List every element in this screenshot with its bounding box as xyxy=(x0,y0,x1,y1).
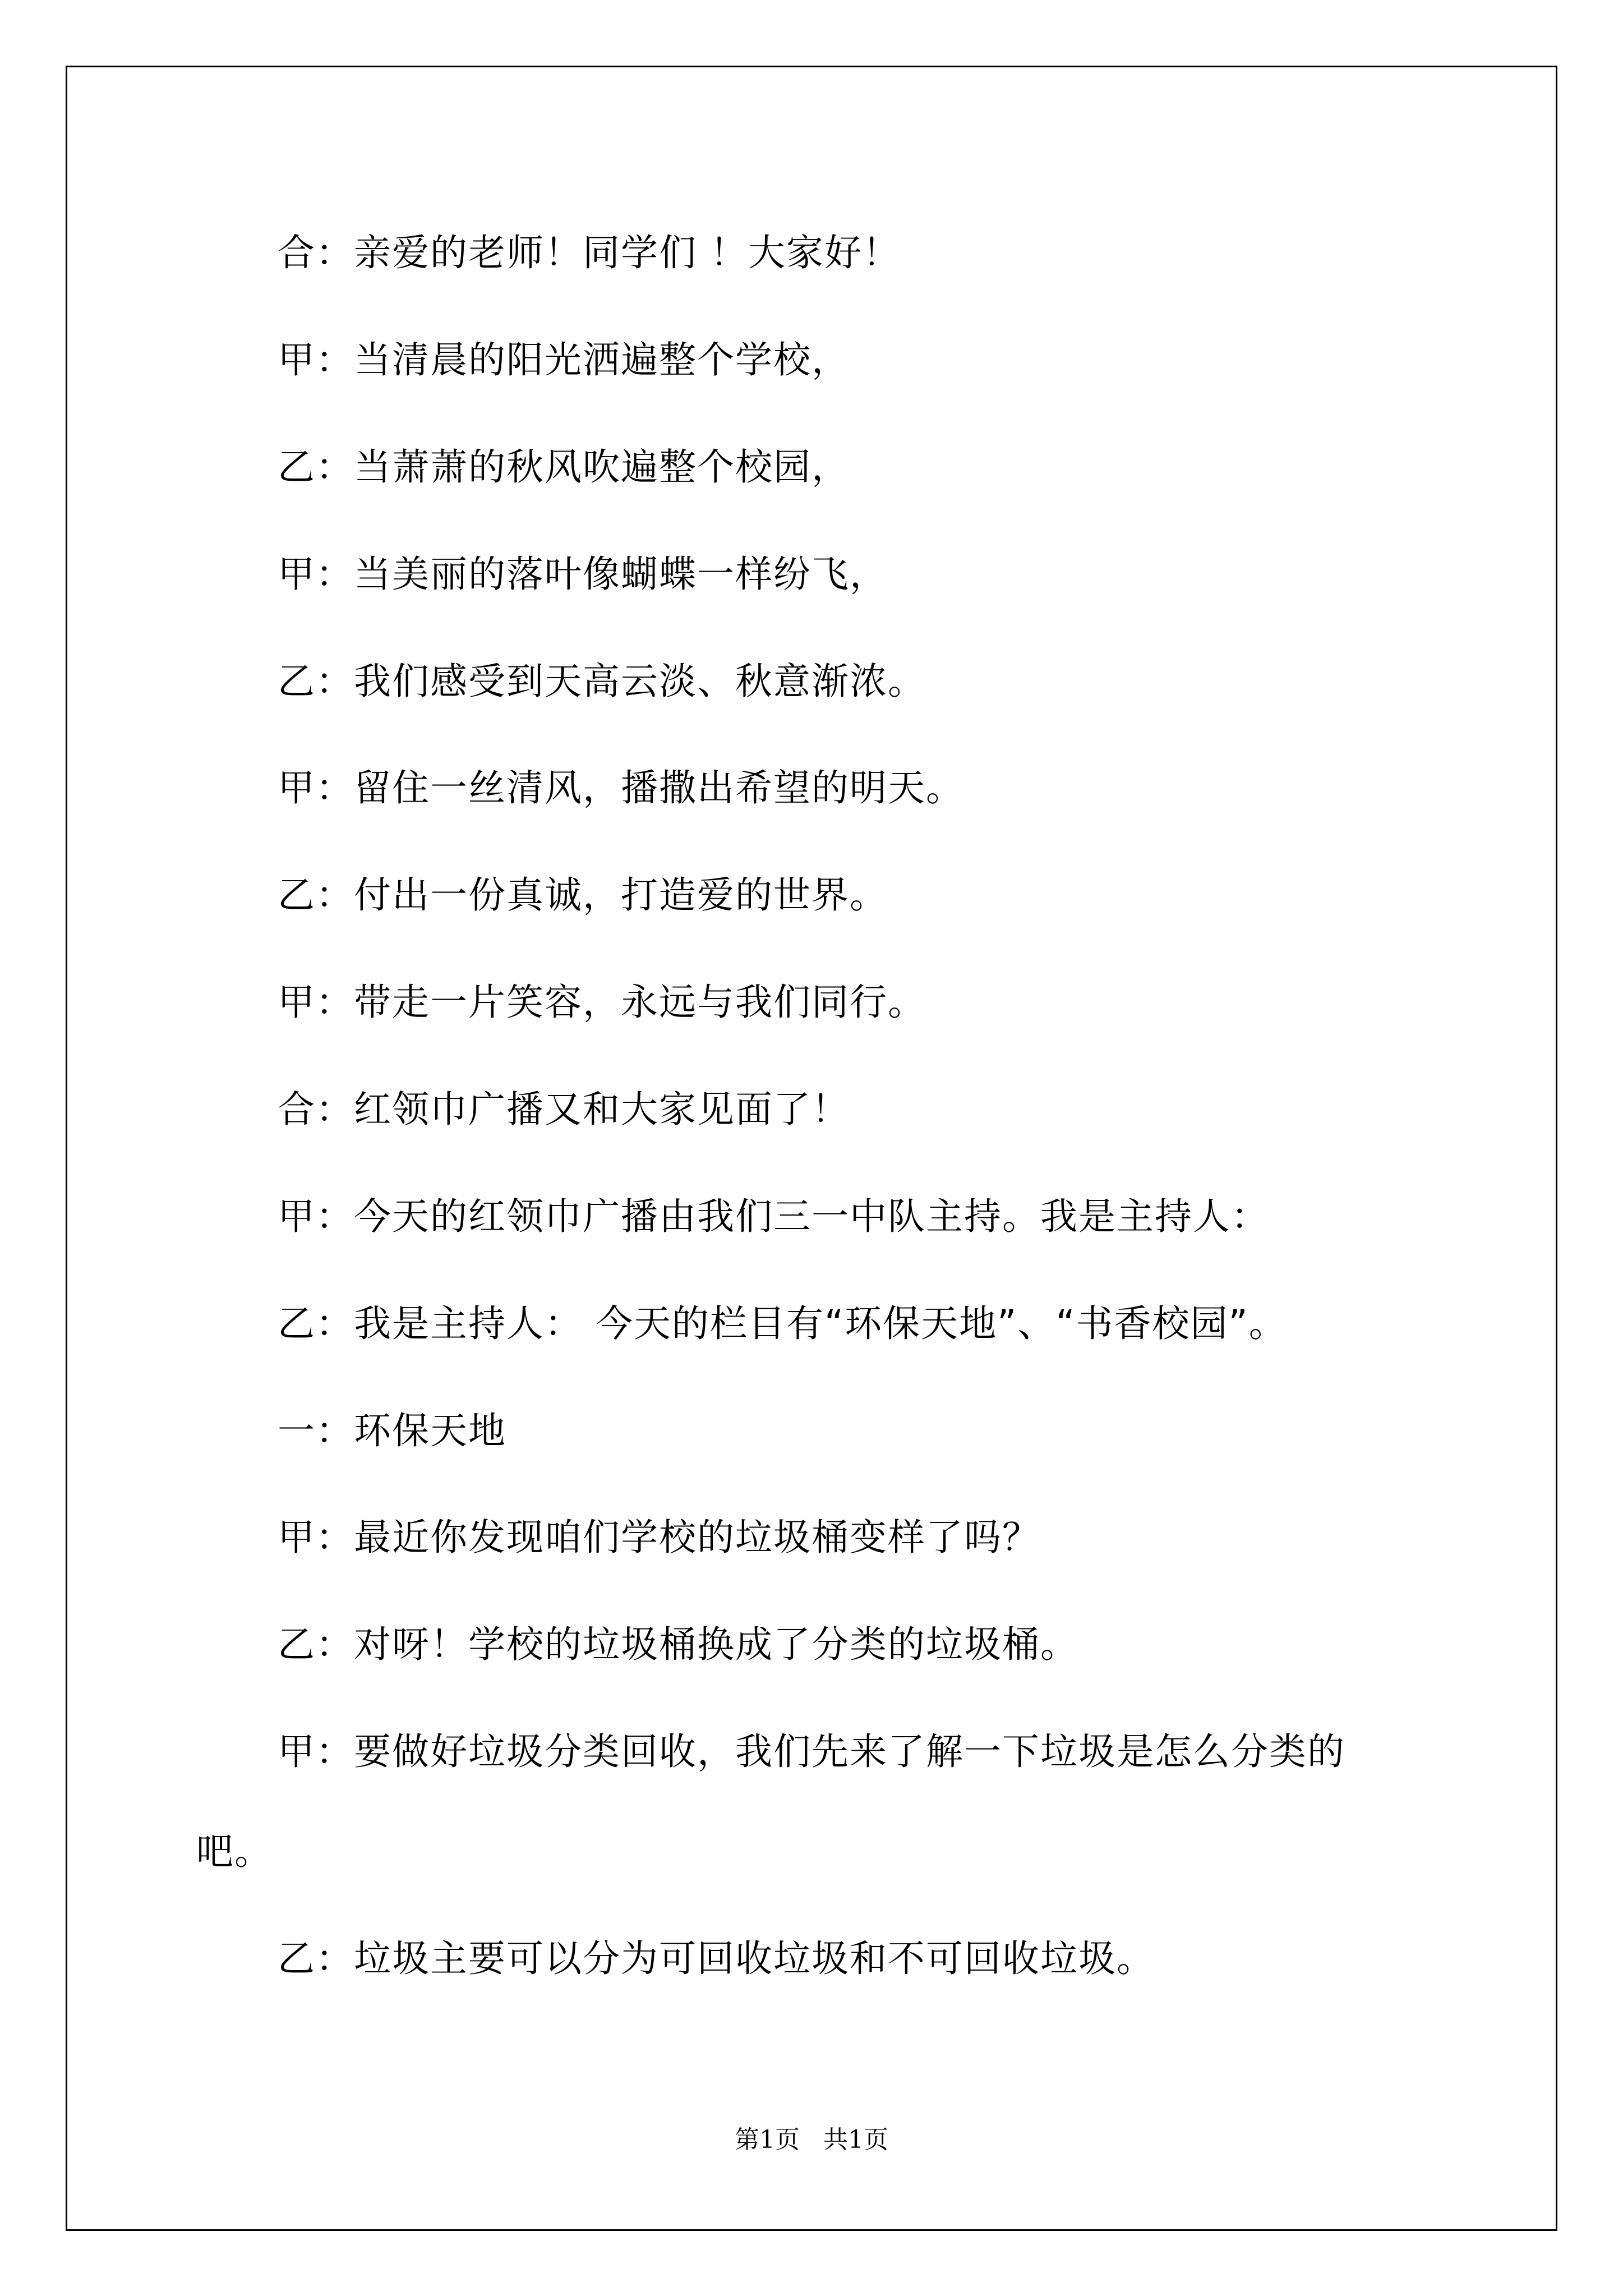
text-line: 吧。 xyxy=(196,1830,273,1873)
text-line: 甲：当清晨的阳光洒遍整个学校， xyxy=(278,338,850,381)
text-line: 甲：最近你发现咱们学校的垃圾桶变样了吗？ xyxy=(278,1516,1040,1559)
text-line: 乙：我们感受到天高云淡、秋意渐浓。 xyxy=(278,660,926,703)
text-line: 甲：今天的红领巾广播由我们三一中队主持。我是主持人： xyxy=(278,1195,1269,1238)
text-line: 甲：要做好垃圾分类回收，我们先来了解一下垃圾是怎么分类的 xyxy=(278,1730,1345,1773)
text-line: 合：红领巾广播又和大家见面了！ xyxy=(278,1088,850,1131)
page-footer: 第1页 共1页 xyxy=(735,2125,888,2154)
text-line: 乙：我是主持人： 今天的栏目有“环保天地”、“书香校园”。 xyxy=(278,1302,1287,1345)
page-border xyxy=(66,66,1557,2231)
text-line: 乙：当萧萧的秋风吹遍整个校园， xyxy=(278,445,850,489)
text-line: 甲：带走一片笑容，永远与我们同行。 xyxy=(278,981,926,1024)
text-line: 合：亲爱的老师！同学们 ！大家好！ xyxy=(278,231,901,274)
text-line: 乙：付出一份真诚，打造爱的世界。 xyxy=(278,873,888,917)
text-line: 乙：对呀！学校的垃圾桶换成了分类的垃圾桶。 xyxy=(278,1623,1078,1666)
text-line: 甲：当美丽的落叶像蝴蝶一样纷飞， xyxy=(278,553,888,596)
text-line: 一：环保天地 xyxy=(278,1409,506,1452)
text-line: 乙：垃圾主要可以分为可回收垃圾和不可回收垃圾。 xyxy=(278,1937,1155,1980)
text-line: 甲：留住一丝清风，播撒出希望的明天。 xyxy=(278,766,964,809)
